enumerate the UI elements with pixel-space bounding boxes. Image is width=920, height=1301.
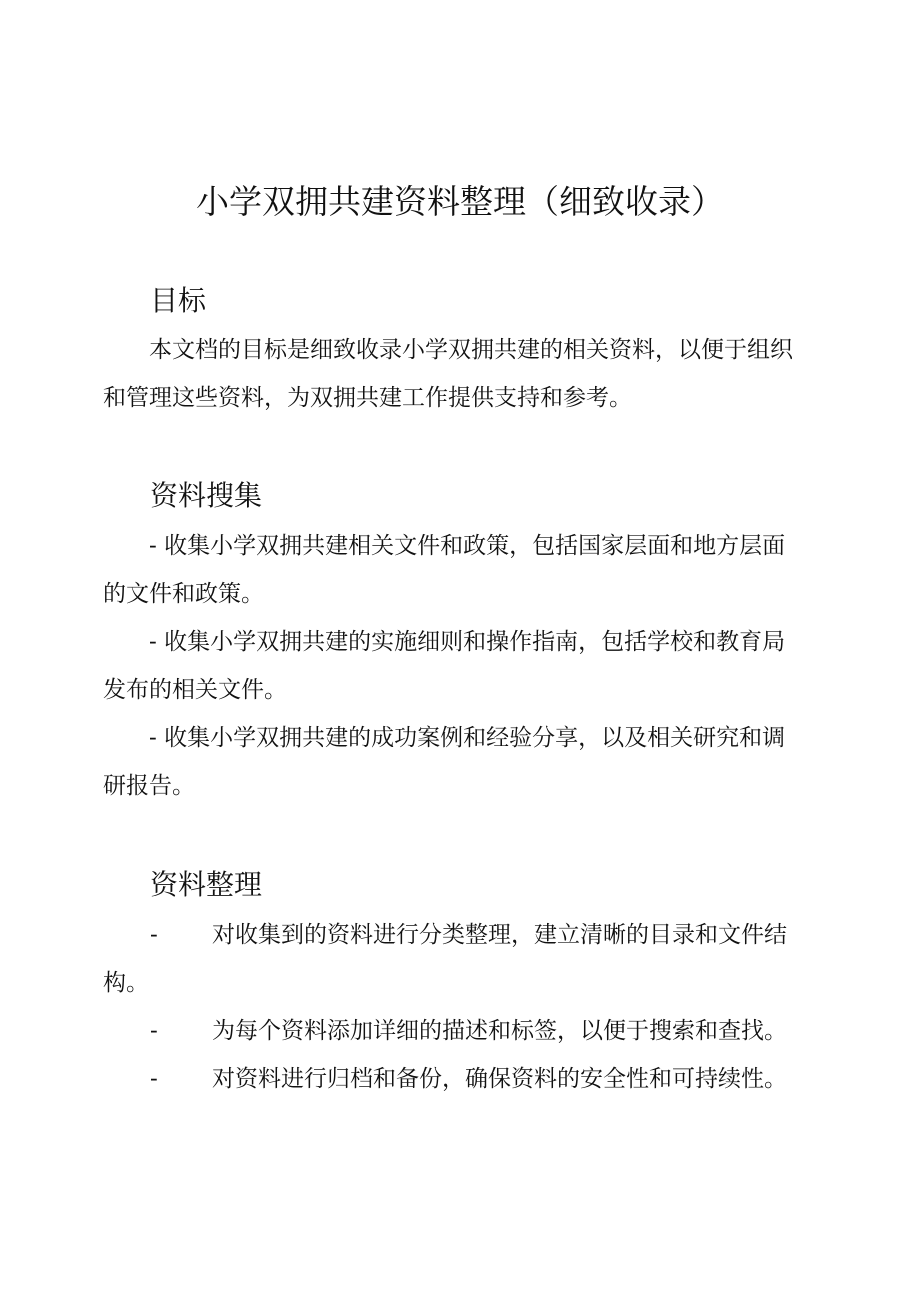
organize-item-3 (150, 1055, 787, 1103)
list-dash: - (150, 1066, 158, 1092)
list-dash: - (150, 922, 158, 948)
organize-item-1-text: 对收集到的资料进行分类整理，建立清晰的目录和文件结 (212, 922, 787, 948)
collection-item-1: - 收集小学双拥共建相关文件和政策，包括国家层面和地方层面的文件和政策。 (103, 533, 786, 607)
section-heading-goal: 目标 (150, 284, 207, 317)
collection-item-2: - 收集小学双拥共建的实施细则和操作指南，包括学校和教育局发布的相关文件。 (103, 629, 786, 703)
document-title: 小学双拥共建资料整理（细致收录） (196, 182, 724, 221)
organize-item-2-text: 为每个资料添加详细的描述和标签，以便于搜索和查找。 (212, 1018, 787, 1044)
organize-item-2 (150, 1007, 787, 1055)
organize-item-1 (150, 911, 787, 959)
organize-item-1-continuation: 构。 (103, 970, 149, 996)
goal-paragraph: 本文档的目标是细致收录小学双拥共建的相关资料，以便于组织和管理这些资料，为双拥共建工作提供支持和参考。 (103, 337, 793, 411)
section-heading-collection: 资料搜集 (150, 479, 263, 512)
section-heading-organize: 资料整理 (150, 868, 263, 901)
organize-item-3-text: 对资料进行归档和备份，确保资料的安全性和可持续性。 (212, 1066, 787, 1092)
collection-item-3: - 收集小学双拥共建的成功案例和经验分享，以及相关研究和调研报告。 (103, 725, 786, 799)
list-dash: - (150, 1018, 158, 1044)
